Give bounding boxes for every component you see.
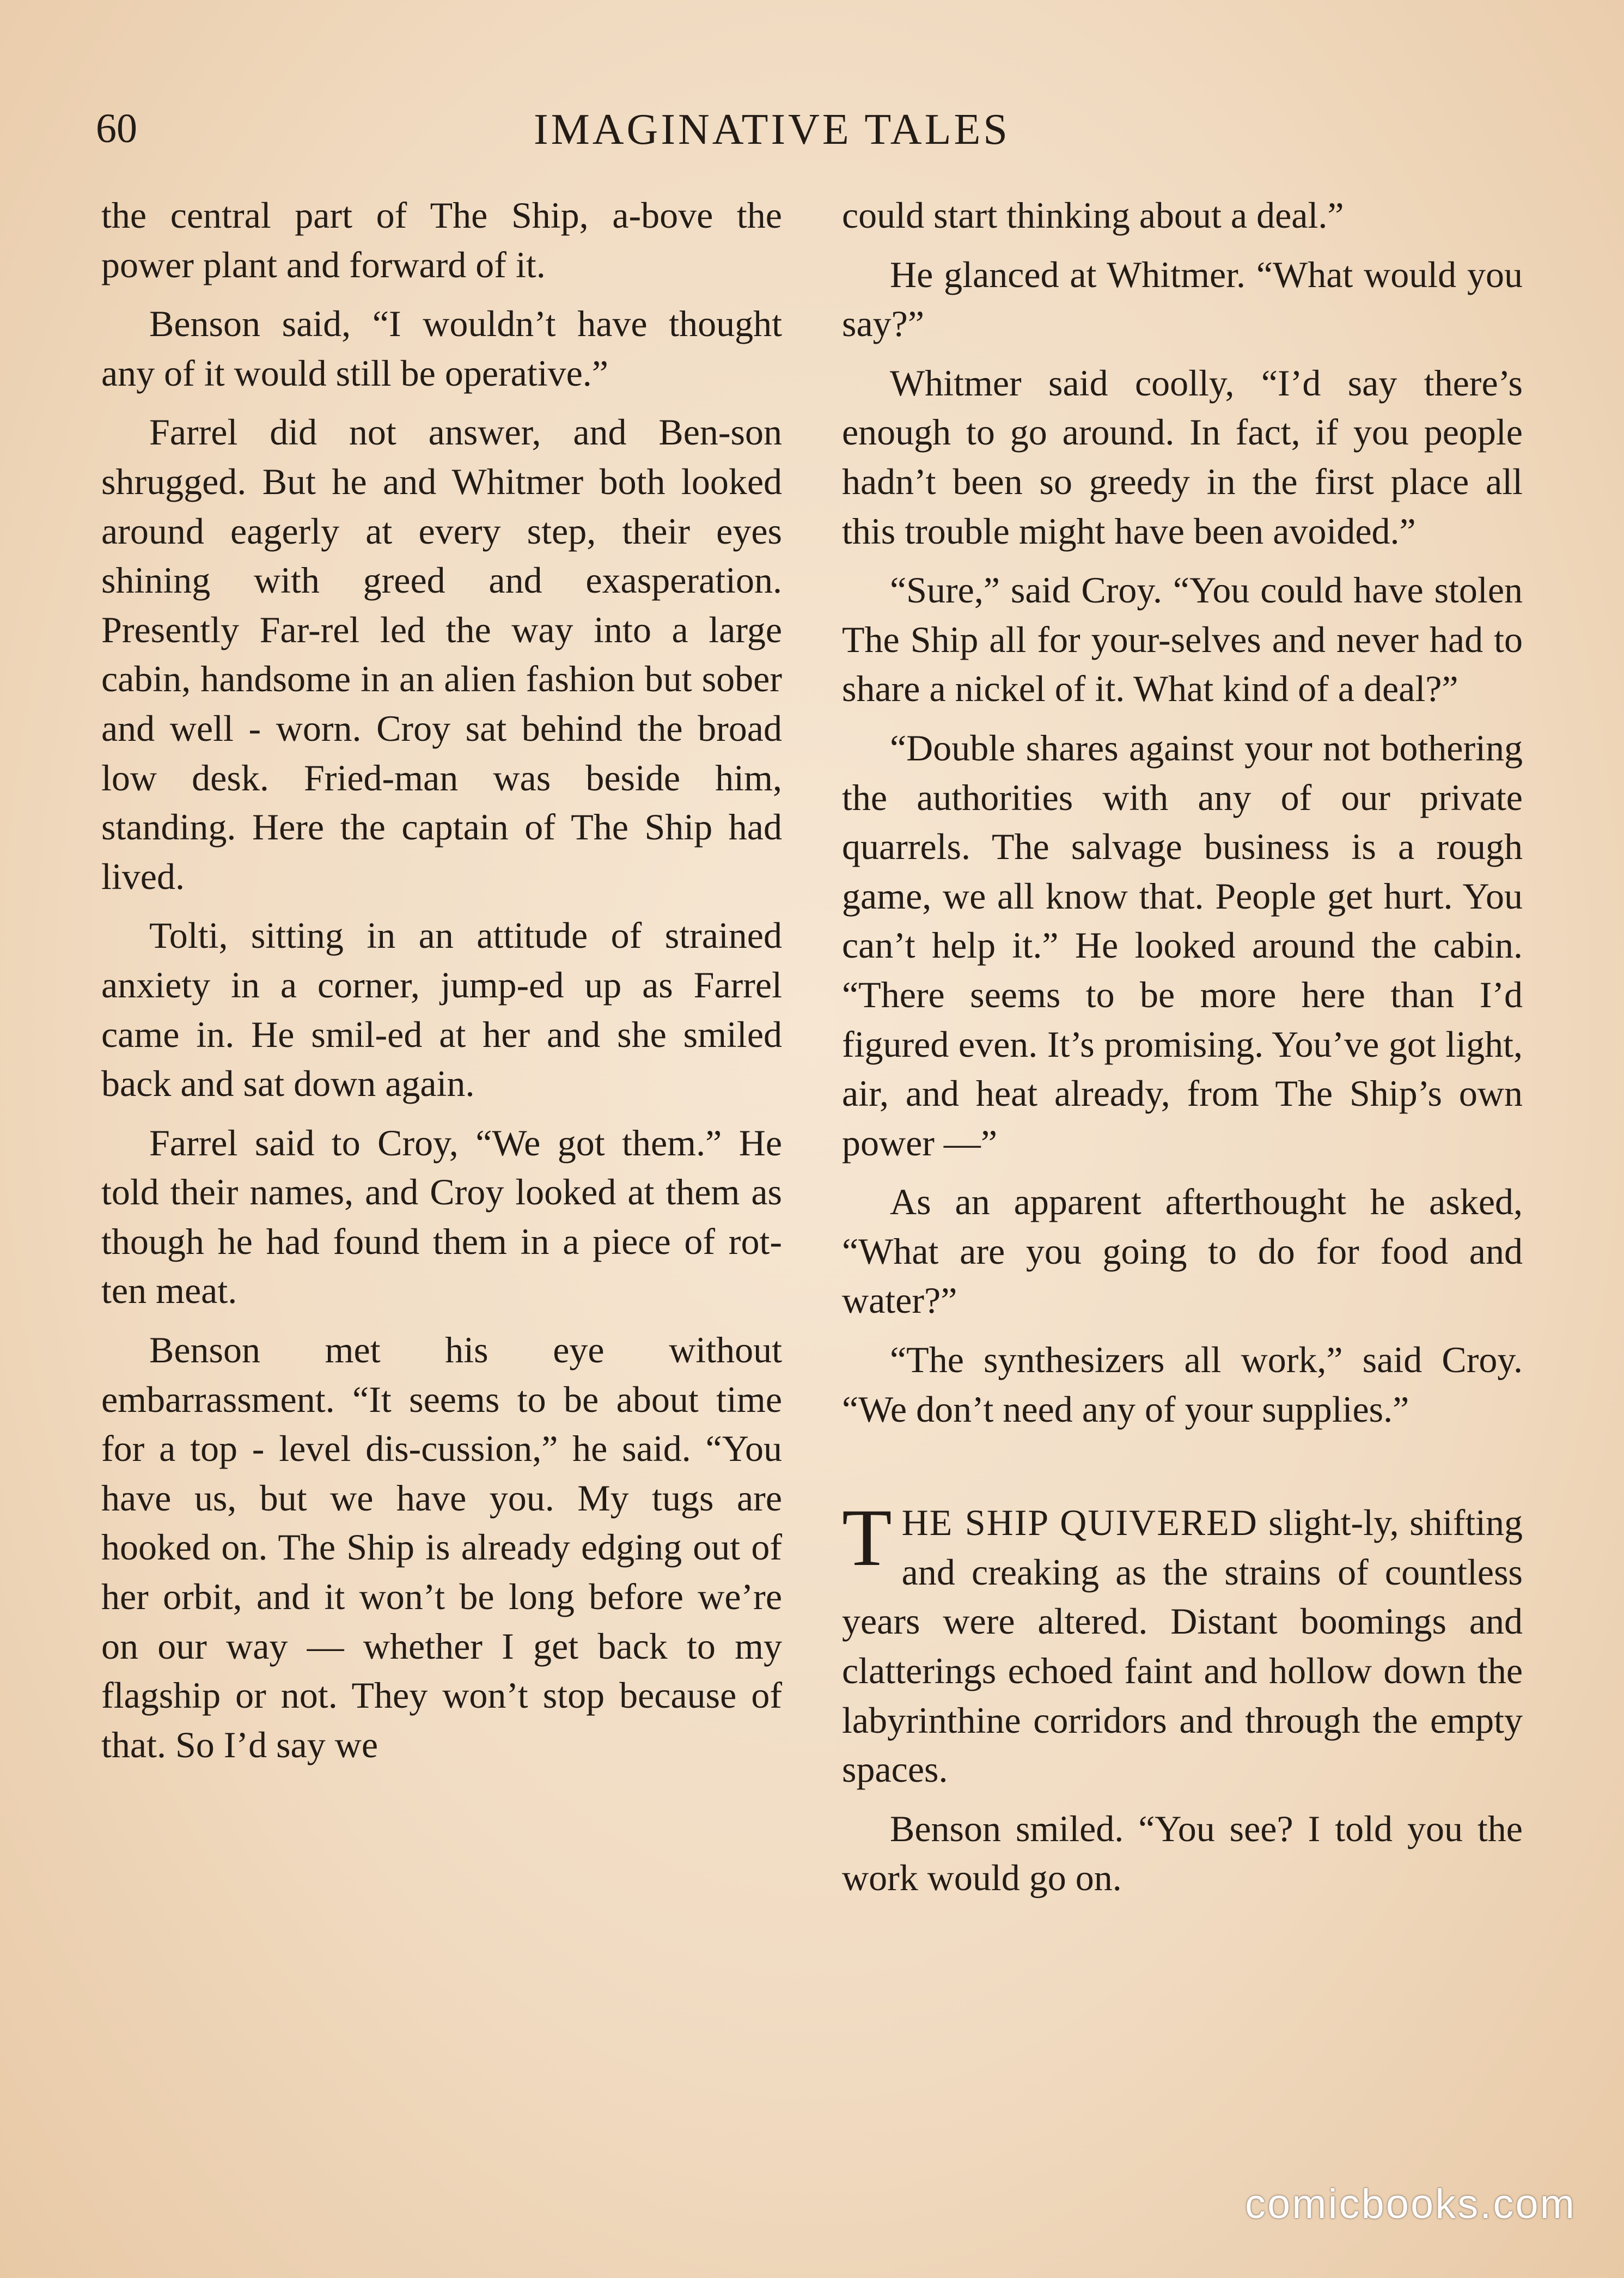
watermark: comicbooks.com [1245, 2181, 1576, 2227]
section-lead-caps: HE SHIP QUIVERED [901, 1502, 1258, 1544]
paragraph: “Double shares against your not bothering the authorities with any of our private quarrels. The salvage business is a rough game, we all know that. People get hurt. You can’t help it.” He looked around the cabin. “There seems to be more here than I’d figured even. It’s promising. You’ve got light, air, and heat already, from The Ship’s own power —” [842, 727, 1523, 1164]
right-column [842, 191, 1523, 1912]
paragraph: “Sure,” said Croy. “You could have stolen The Ship all for your-selves and never had to share a nickel of it. What kind of a deal?” [842, 569, 1523, 710]
paragraph: “The synthesizers all work,” said Croy. “We don’t need any of your supplies.” [842, 1339, 1523, 1430]
paragraph: Farrel did not answer, and Ben-son shrugged. But he and Whitmer both looked around eagerly at every step, their eyes shining with greed and exasperation. Presently Far-rel led the way into a large cabin, handsome in an alien fashion but sober and well - worn. Croy sat behind the broad low desk. Fried-man was beside him, standing. Here the captain of The Ship had lived. [101, 411, 782, 897]
page-number: 60 [96, 106, 137, 151]
paragraph: Tolti, sitting in an attitude of strained anxiety in a corner, jump-ed up as Farrel came in. He smil-ed at her and she smiled back and sat down again. [101, 915, 782, 1105]
paragraph: the central part of The Ship, a-bove the power plant and forward of it. [101, 194, 782, 285]
paragraph: Benson said, “I wouldn’t have thought any of it would still be operative.” [101, 303, 782, 394]
section-opening-paragraph [842, 1493, 1523, 1794]
drop-cap: T [842, 1493, 892, 1583]
running-head: IMAGINATIVE TALES [534, 106, 1010, 154]
paragraph: could start thinking about a deal.” [842, 194, 1344, 236]
paragraph: Farrel said to Croy, “We got them.” He told their names, and Croy looked at them as though he had found them in a piece of rot-ten meat. [101, 1122, 782, 1312]
paragraph: As an apparent afterthought he asked, “What are you going to do for food and water?” [842, 1181, 1523, 1321]
section-paragraph-text: slight-ly, shifting and creaking as the strains of countless years were altered. Distant boomings and clatterings echoed faint and hollow down the labyrinthine corridors and through the empty spaces. [842, 1502, 1523, 1790]
paragraph: Benson met his eye without embarrassment. “It seems to be about time for a top - level dis-cussion,” he said. “You have us, but we have you. My tugs are hooked on. The Ship is already edging out of her orbit, and it won’t be long before we’re on our way — whether I get back to my flagship or not. They won’t stop because of that. So I’d say we [101, 1329, 782, 1765]
left-column [101, 191, 782, 1779]
paragraph: He glanced at Whitmer. “What would you say?” [842, 253, 1523, 345]
paragraph: Benson smiled. “You see? I told you the work would go on. [842, 1807, 1523, 1899]
paragraph: Whitmer said coolly, “I’d say there’s enough to go around. In fact, if you people hadn’t been so greedy in the first place all this trouble might have been avoided.” [842, 362, 1523, 552]
